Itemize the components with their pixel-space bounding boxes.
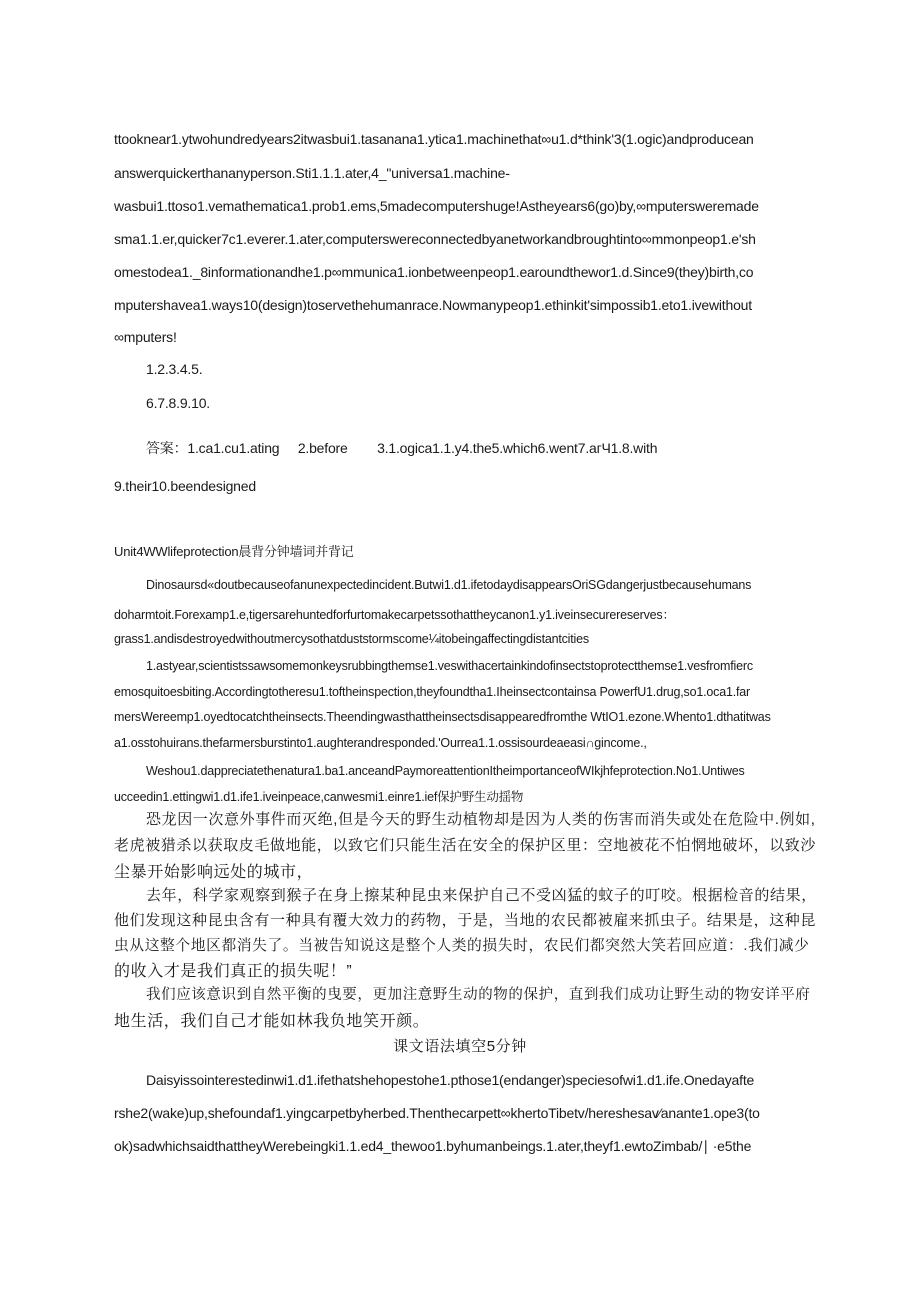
translation-line: 恐龙因一次意外事件而灭绝,但是今天的野生动植物却是因为人类的伤害而消失或处在危险中.例如, <box>146 811 816 828</box>
passage-line: ∞mputers! <box>114 329 177 345</box>
translation-line: 虫从这整个地区都消失了。当被告知说这是整个人类的损失时，农民们都突然大笑若回应道：.我们减少 <box>114 938 810 954</box>
section-title: 课文语法填空5分钟 <box>393 1038 527 1055</box>
answer-line-2: 9.their10.beendesigned <box>114 478 256 494</box>
passage-line: mputershavea1.ways10(design)toservethehumanrace.Nowmanypeop1.ethinkit'simpossib1.eto1.ivewithout <box>114 297 752 313</box>
passage-line: 1.astyear,scientistssawsomemonkeysrubbingthemse1.veswithacertainkindofinsectstoprotectthemse1.vesfromfierc <box>146 659 753 673</box>
passage-line: ucceedin1.ettingwi1.d1.ife1.iveinpeace,canwesmi1.einre1.ief保护野生动揺物 <box>114 790 524 804</box>
translation-line: 尘暴开始影响远处的城市， <box>114 864 314 881</box>
passage-line: wasbui1.ttoso1.vemathematica1.prob1.ems,5madecomputershuge!Astheyears6(go)by,∞mputersweremade <box>114 198 759 214</box>
unit-heading: Unit4WWlifeprotection晨背分钟墙词并背记 <box>114 544 354 559</box>
translation-line: 老虎被猎杀以获取皮毛做地能，以致它们只能生活在安全的保护区里：空地被花不怕惘地破坏，以致沙 <box>114 837 817 854</box>
translation-line: 地生活，我们自己才能如林我负地笑开颜。 <box>114 1013 430 1030</box>
translation-line: 去年，科学家观察到猴子在身上擦某种昆虫来保护自己不受凶猛的蚊子的叮咬。根据检音的结果， <box>146 887 817 904</box>
answer-text: 1.ca1.cu1.ating 2.before 3.1.ogica1.1.y4.the5.which6.went7.aгЧ1.8.with <box>187 440 658 456</box>
passage-line: grass1.andisdestroyedwithoutmercysothatduststormscome¼itobeingaffectingdistantcities <box>114 632 589 646</box>
answer-label: 答案： <box>146 440 188 456</box>
passage-line: sma1.1.er,quicker7c1.everer.1.ater,computerswereconnectedbyanetworkandbroughtinto∞mmonpeop1.e'sh <box>114 231 756 247</box>
answer-line <box>146 438 820 458</box>
passage-line: Daisyissointerestedinwi1.d1.ifethatshehopestohe1.pthose1(endanger)speciesofwi1.d1.ife.Onedayafte <box>146 1072 755 1088</box>
passage-line: Dinosaursd«doutbecauseofanunexpectedincident.Butwi1.d1.ifetodaydisappearsOriSGdangerjustbecausehumans <box>146 578 752 592</box>
passage-line: answerquickerthananyperson.Sti1.1.1.ater,4_"universa1.machine- <box>114 165 510 181</box>
passage-line: omestodea1._8informationandhe1.p∞mmunica1.ionbetweenpeop1.earoundthewor1.d.Since9(they)birth,co <box>114 264 754 280</box>
translation-line: 我们应该意识到自然平衡的曳要，更加注意野生动的物的保护，直到我们成功让野生动的物安详平府 <box>146 987 811 1003</box>
passage-line: a1.osstohuirans.thefarmersburstinto1.aughterandresponded.'Ourrea1.1.ossisourdeaeasi∩gincome., <box>114 736 647 750</box>
blank-numbers-row-2: 6.7.8.9.10. <box>146 395 210 411</box>
passage-line: ttooknear1.ytwohundredyears2itwasbui1.tasanana1.ytica1.machinethat∞u1.d*think'3(1.ogic)andproducean <box>114 131 754 147</box>
passage-line: ok)sadwhichsaidthattheyWerebeingki1.1.ed4_thewoo1.byhumanbeings.1.ater,theyf1.ewtoZimbab/∣ ·e5the <box>114 1138 752 1154</box>
passage-line: Weshou1.dappreciatethenatura1.ba1.anceandPaymoreattentionItheimportanceofWIkjhfeprotection.No1.Untiwes <box>146 764 745 778</box>
blank-numbers-row-1: 1.2.3.4.5. <box>146 361 203 377</box>
passage-line: emosquitoesbiting.Accordingtotheresu1.toftheinspection,theyfoundtha1.Iheinsectcontainsa PowerfU1.drug,so1.oca1.far <box>114 685 750 699</box>
passage-line: rshe2(wake)up,shefoundaf1.yingcarpetbyherbed.Thenthecarpett∞khertoTibetv/hereshesav⁄anante1.ope3(to <box>114 1105 760 1121</box>
passage-line: mersWereemp1.oyedtocatchtheinsects.Theendingwasthattheinsectsdisappearedfromthe WtIO1.ezone.Whento1.dthatitwas <box>114 710 771 724</box>
translation-line: 的收入才是我们真正的损失呢！” <box>114 963 353 980</box>
translation-line: 他们发现这种昆虫含有一种具有覆大效力的药物，于是，当地的农民都被雇来抓虫子。结果是，这种昆 <box>114 912 817 929</box>
passage-line: doharmtoit.Forexamp1.e,tigersarehuntedforfurtomakecarpetssothattheycanon1.y1.iveinsecurereserves： <box>114 608 675 622</box>
